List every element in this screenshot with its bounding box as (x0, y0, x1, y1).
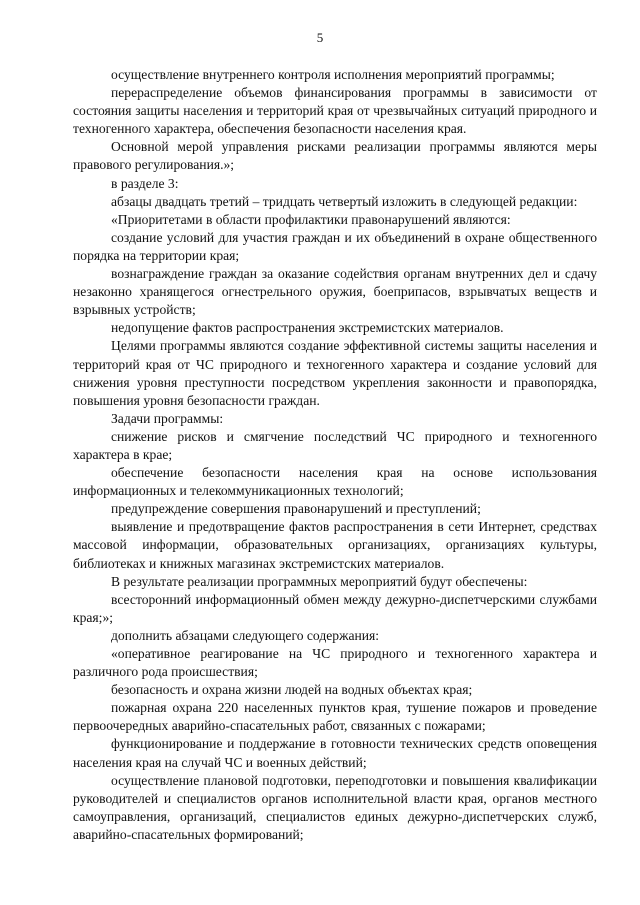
paragraph: осуществление плановой подготовки, переподготовки и повышения квалификации руководителей и специалистов органов исполнительной власти края, органов местного самоуправления, организаций, специалистов единых дежурно-диспетчерских служб, аварийно-спасательных формирований; (73, 772, 597, 842)
paragraph: абзацы двадцать третий – тридцать четвертый изложить в следующей редакции: (111, 193, 578, 209)
paragraph: создание условий для участия граждан и их объединений в охране общественного порядка на территории края; (73, 229, 597, 263)
paragraph: безопасность и охрана жизни людей на водных объектах края; (111, 682, 473, 698)
page-number: 5 (316, 30, 324, 45)
paragraph: пожарная охрана 220 населенных пунктов края, тушение пожаров и проведение первоочередных аварийно-спасательных работ, связанных с пожарами; (73, 700, 597, 734)
paragraph: предупреждение совершения правонарушений и преступлений; (111, 501, 481, 517)
paragraph: функционирование и поддержание в готовности технических средств оповещения населения края на случай ЧС и военных действий; (73, 736, 597, 770)
paragraph: дополнить абзацами следующего содержания: (111, 627, 380, 643)
paragraph: Основной мерой управления рисками реализации программы являются меры правового регулирования.»; (73, 139, 597, 173)
paragraph: недопущение фактов распространения экстремистских материалов. (111, 320, 504, 336)
paragraph: «Приоритетами в области профилактики правонарушений являются: (111, 211, 511, 227)
paragraph: Задачи программы: (111, 410, 224, 426)
paragraph: Целями программы являются создание эффективной системы защиты населения и территорий края от ЧС природного и техногенного характера и создание условий для снижения уровня преступности посредством укрепления законности и правопорядка, повышения уровня безопасности граждан. (73, 338, 597, 408)
paragraph: перераспределение объемов финансирования программы в зависимости от состояния защиты населения и территорий края от чрезвычайных ситуаций природного и техногенного характера, обеспечения безопасности населения края. (73, 85, 597, 137)
paragraph: вознаграждение граждан за оказание содействия органам внутренних дел и сдачу незаконно хранящегося огнестрельного оружия, боеприпасов, взрывчатых веществ и взрывных устройств; (73, 266, 597, 318)
paragraph: «оперативное реагирование на ЧС природного и техногенного характера и различного рода происшествия; (73, 646, 597, 680)
paragraph: В результате реализации программных мероприятий будут обеспечены: (111, 573, 528, 589)
paragraph: обеспечение безопасности населения края на основе использования информационных и телекоммуникационных технологий; (73, 465, 597, 499)
document-body (73, 66, 597, 844)
paragraph: снижение рисков и смягчение последствий ЧС природного и техногенного характера в крае; (73, 428, 597, 462)
paragraph: выявление и предотвращение фактов распространения в сети Интернет, средствах массовой информации, образовательных организациях, организациях культуры, библиотеках и книжных магазинах экстремистских материалов. (73, 519, 597, 571)
paragraph: осуществление внутреннего контроля исполнения мероприятий программы; (111, 67, 555, 82)
paragraph: в разделе 3: (111, 175, 179, 191)
paragraph: всесторонний информационный обмен между дежурно-диспетчерскими службами края;»; (73, 591, 597, 625)
